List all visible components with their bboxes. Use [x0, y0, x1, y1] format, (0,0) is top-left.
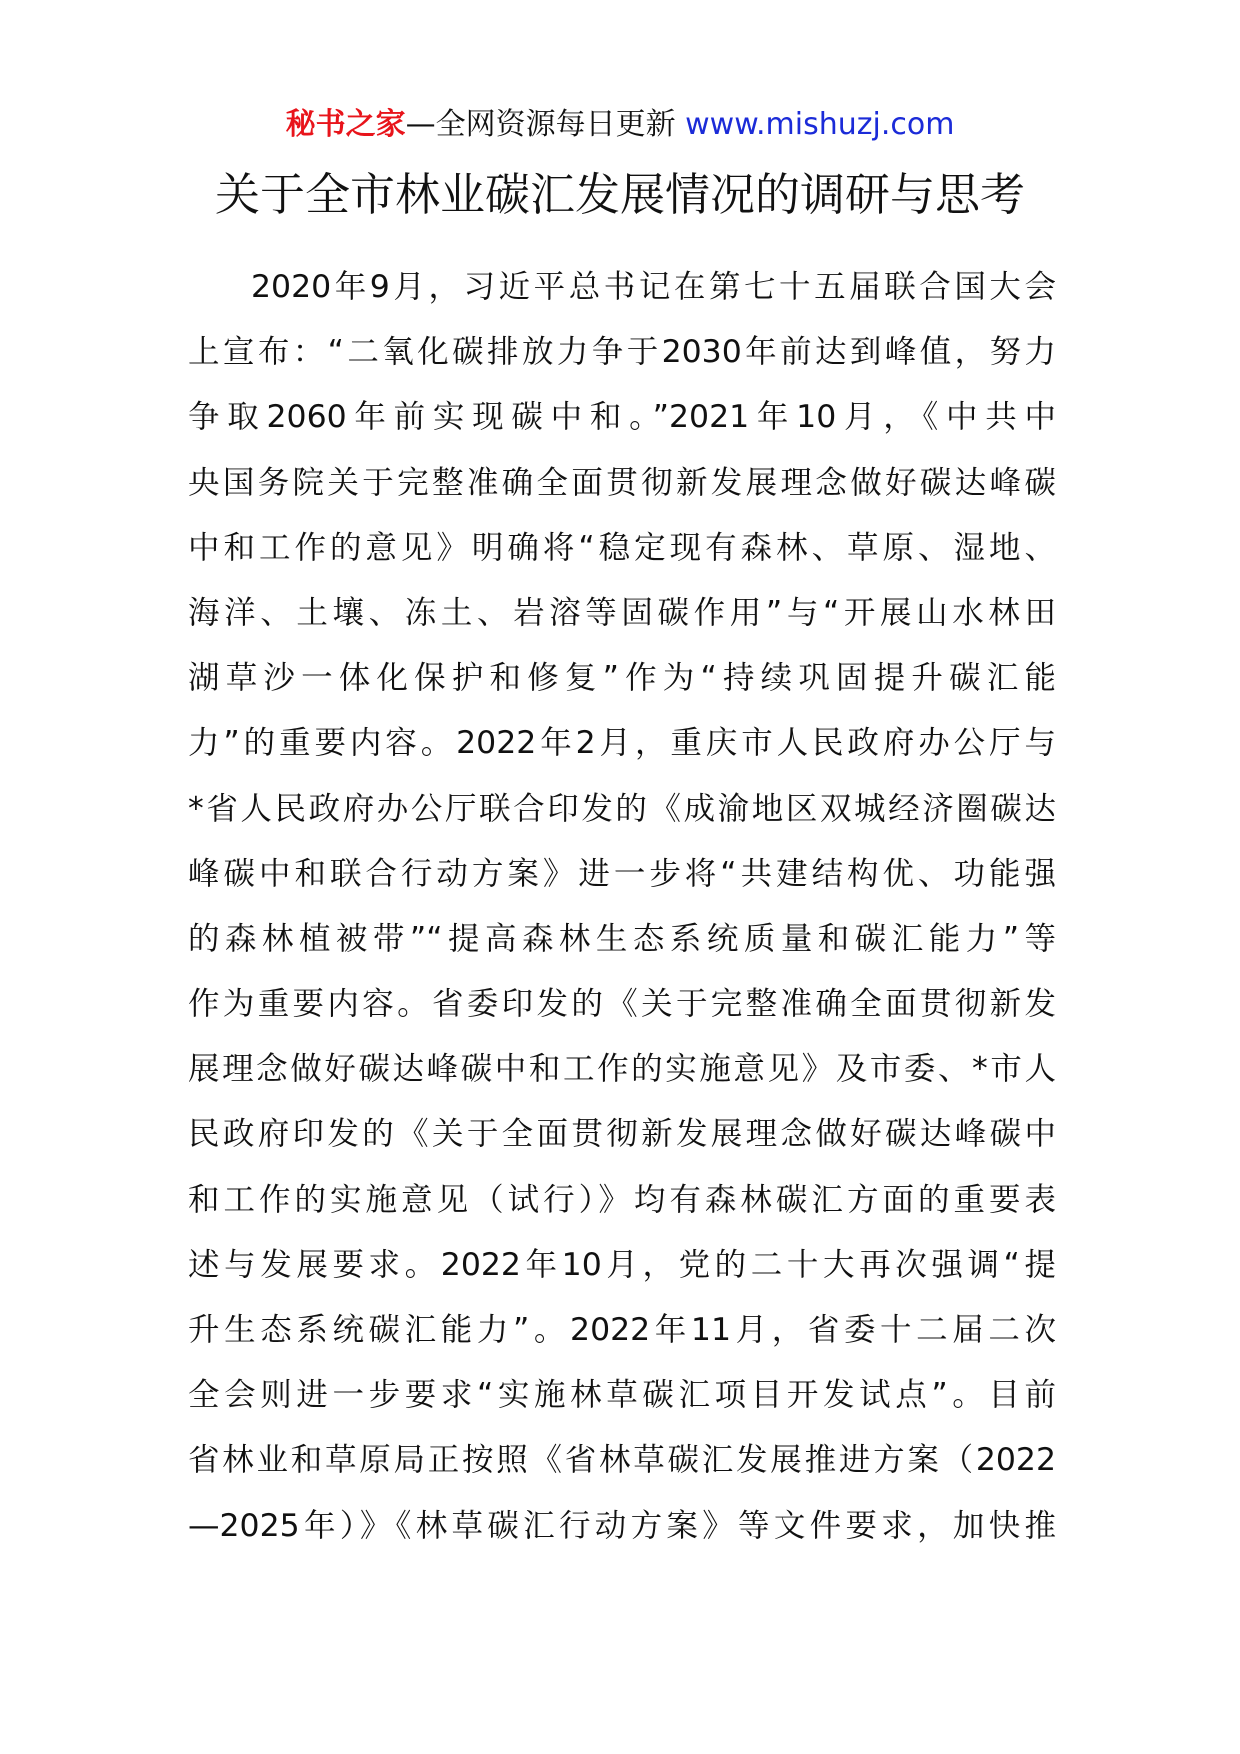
body-line: 和工作的实施意见（试行）》均有森林碳汇方面的重要表 [188, 1181, 1056, 1218]
body-line: 民政府印发的《关于全面贯彻新发展理念做好碳达峰碳中 [188, 1116, 1056, 1153]
body-line: 湖草沙一体化保护和修复”作为“持续巩固提升碳汇能 [188, 660, 1056, 697]
site-brand: 秘书之家 [285, 107, 406, 142]
body-line: 峰碳中和联合行动方案》进一步将“共建结构优、功能强 [188, 855, 1056, 892]
body-line: 展理念做好碳达峰碳中和工作的实施意见》及市委、*市人 [188, 1051, 1056, 1088]
body-line: 上宣布：“二氧化碳排放力争于2030年前达到峰值，努力 [188, 334, 1056, 371]
body-line: 全会则进一步要求“实施林草碳汇项目开发试点”。目前 [188, 1377, 1056, 1414]
body-line: *省人民政府办公厅联合印发的《成渝地区双城经济圈碳达 [188, 790, 1056, 827]
body-line: 2020年9月，习近平总书记在第七十五届联合国大会 [251, 269, 1056, 305]
body-line: 央国务院关于完整准确全面贯彻新发展理念做好碳达峰碳 [188, 464, 1056, 501]
body-line: 作为重要内容。省委印发的《关于完整准确全面贯彻新发 [188, 986, 1056, 1023]
body-line: 省林业和草原局正按照《省林草碳汇发展推进方案（2022 [188, 1442, 1056, 1479]
body-line: —2025年）》《林草碳汇行动方案》等文件要求，加快推 [188, 1507, 1056, 1544]
document-body [188, 255, 1056, 1559]
body-line: 述与发展要求。2022年10月，党的二十大再次强调“提 [188, 1246, 1056, 1283]
body-line: 的森林植被带”“提高森林生态系统质量和碳汇能力”等 [188, 920, 1056, 957]
site-tagline: —全网资源每日更新 [405, 107, 676, 142]
body-line: 中和工作的意见》明确将“稳定现有森林、草原、湿地、 [188, 529, 1056, 566]
site-url-link[interactable]: www.mishuzj.com [685, 107, 955, 142]
body-line: 海洋、土壤、冻土、岩溶等固碳作用”与“开展山水林田 [188, 594, 1056, 631]
body-line: 力”的重要内容。2022年2月，重庆市人民政府办公厅与 [188, 725, 1056, 762]
body-line: 争取2060年前实现碳中和。”2021年10月，《中共中 [188, 399, 1056, 436]
body-line: 升生态系统碳汇能力”。2022年11月，省委十二届二次 [188, 1312, 1056, 1348]
document-title: 关于全市林业碳汇发展情况的调研与思考 [214, 168, 1025, 221]
site-header [0, 100, 1240, 150]
